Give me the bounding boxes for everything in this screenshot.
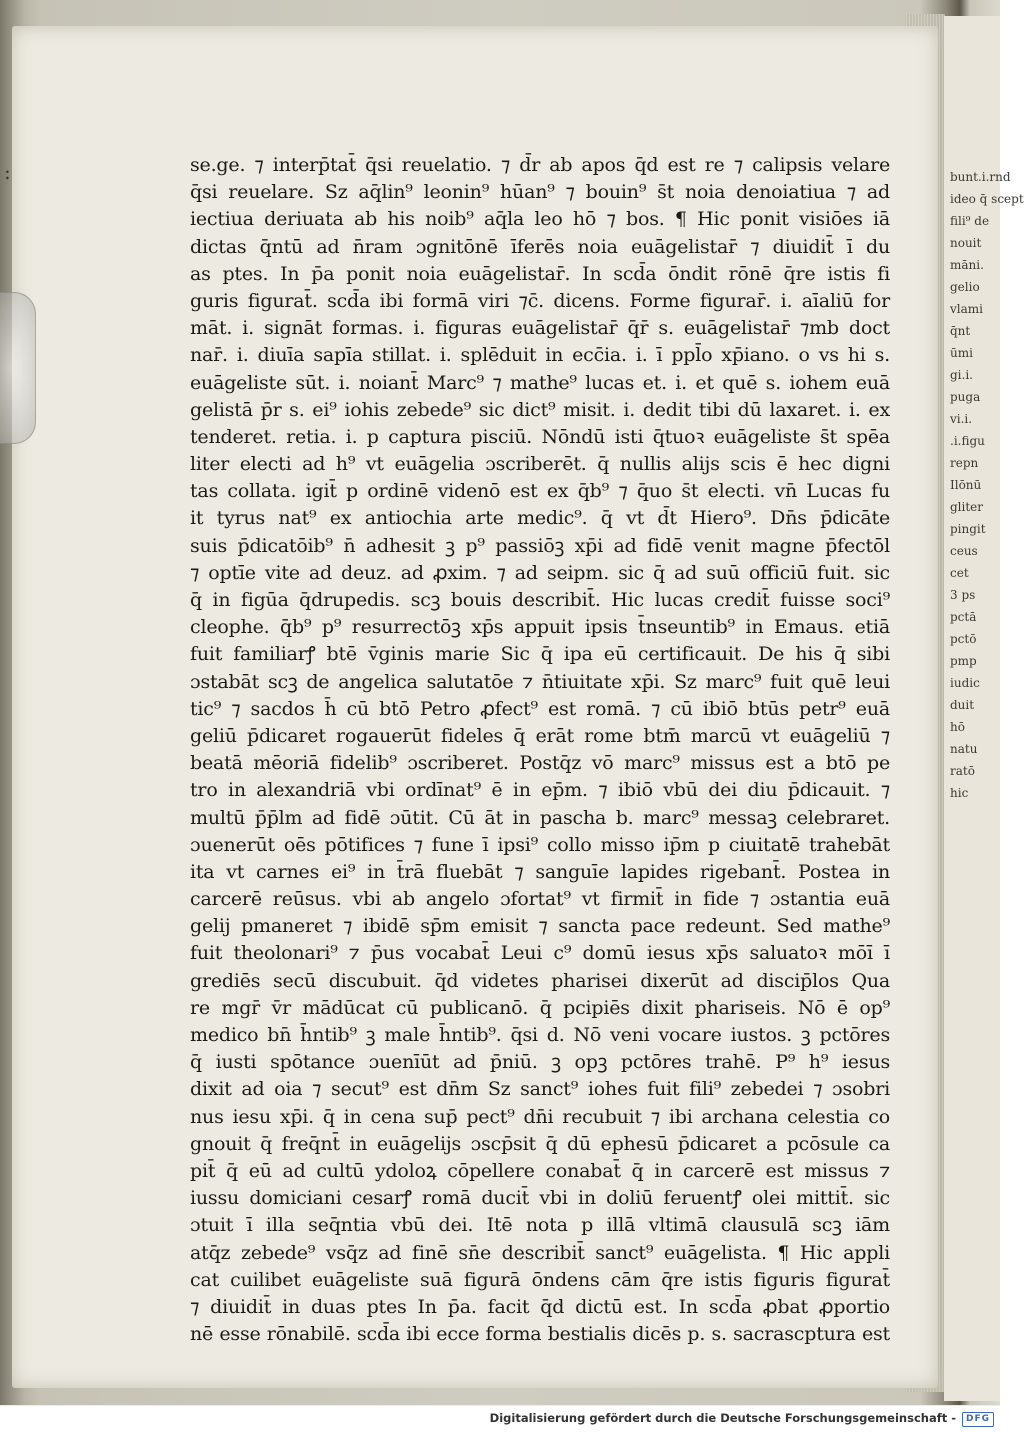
adjacent-page-line: q̄nt: [950, 324, 971, 338]
text-line: geliū p̄dicaret rogauerūt fideles q̄ erāt rome btm̄ marcū vt euāgeliū ⁊: [190, 724, 890, 747]
dfg-logo: DFG: [962, 1412, 994, 1427]
adjacent-page-line: nouit: [950, 236, 982, 250]
adjacent-page-line: ūmi: [950, 346, 973, 360]
text-line: tic⁹ ⁊ sacdos h̄ cū btō Petro ꝓfect⁹ est romā. ⁊ cū ibiō btūs petr⁹ euā: [190, 697, 890, 720]
adjacent-page-line: hic: [950, 786, 969, 800]
adjacent-page-line: ideo q̄ scept: [950, 192, 1024, 206]
adjacent-page-line: vi.i.: [950, 412, 973, 426]
text-line: pit̄ q̄ eū ad cultū ydoloꝝ cōpellere conabat̄ q̄ in carcerē est missus ⁊: [190, 1159, 890, 1182]
adjacent-page-line: māni.: [950, 258, 984, 272]
text-line: ɔstabāt scꝫ de angelica salutatōe ⁊ n̄tiuitate xp̄i. Sz marc⁹ fuit quē leui: [190, 670, 890, 693]
margin-mark: :: [4, 160, 11, 184]
adjacent-page-line: hō: [950, 720, 965, 734]
text-line: ⁊ optīe vite ad deuz. ad ꝓxim. ⁊ ad seipm. sic q̄ ad suū officiū fuit. sic: [190, 561, 890, 584]
adjacent-page-line: gelio: [950, 280, 980, 294]
text-line: guris figurat̄. scd̄a ibi formā viri ⁊c̄. dicens. Forme figurar̄. i. aīaliū for: [190, 289, 890, 312]
text-line: iussu domiciani cesarꝭ romā ducit̄ vbi in doliū feruentꝭ olei mittit̄. sic: [190, 1187, 890, 1210]
text-line: q̄ iusti spōtance ɔuenīūt ad p̄niū. ꝫ opꝫ pctōres trahē. P⁹ h⁹ iesus: [190, 1051, 890, 1074]
adjacent-page-line: cet: [950, 566, 969, 580]
adjacent-page-line: ratō: [950, 764, 975, 778]
text-line: q̄si reuelare. Sz aq̄lin⁹ leonin⁹ hūan⁹ ⁊ bouin⁹ s̄t noia denoiatiua ⁊ ad: [190, 181, 890, 204]
adjacent-page-line: puga: [950, 390, 981, 404]
text-line: grediēs secū discubuit. q̄d videtes pharisei dixerūt ad discip̄los Qua: [190, 969, 890, 992]
text-line: ɔuenerūt oēs pōtifices ⁊ fune ī ipsi⁹ collo misso ip̄m p ciuitatē trahebāt: [190, 833, 890, 856]
text-line: gelistā p̄r s. ei⁹ iohis zebede⁹ sic dict⁹ misit. i. dedit tibi dū laxaret. i. ex: [190, 398, 890, 421]
text-line: nē esse rōnabilē. scd̄a ibi ecce forma bestialis dicēs p. s. sacrascptura est: [190, 1323, 890, 1346]
text-line: iectiua deriuata ab his noib⁹ aq̄la leo hō ⁊ bos. ¶ Hic ponit visiōes iā: [190, 208, 890, 231]
text-line: tas collata. igit̄ p ordinē videnō est ex q̄b⁹ ⁊ q̄uo s̄t electi. vn̄ Lucas fu: [190, 480, 890, 503]
adjacent-page-fragments: [944, 16, 1024, 804]
text-line: ita vt carnes ei⁹ in t̄rā fluebāt ⁊ sanguīe lapides rigebant̄. Postea in: [190, 860, 890, 883]
adjacent-page-line: natu: [950, 742, 978, 756]
text-line: as ptes. In p̄a ponit noia euāgelistar̄. In scd̄a ōndit rōnē q̄re istis fi: [190, 262, 890, 285]
text-line: gnouit q̄ freq̄nt̄ in euāgelijs ɔscp̄sit q̄ dū ephesū p̄dicaret a pcōsule ca: [190, 1132, 890, 1155]
adjacent-page-line: vlami: [950, 302, 983, 316]
text-line: cleophe. q̄b⁹ p⁹ resurrectōꝫ xp̄s appuit ipsis t̄nseuntib⁹ in Emaus. etiā: [190, 616, 890, 639]
adjacent-page-line: fili⁹ de: [950, 214, 990, 228]
text-line: beatā mēoriā fidelib⁹ ɔscriberet. Postq̄z vō marc⁹ missus est a btō pe: [190, 752, 890, 775]
adjacent-page-line: gliter: [950, 500, 984, 514]
text-line: liter electi ad h⁹ vt euāgelia ɔscriberēt. q̄ nullis alijs scis ē hec digni: [190, 453, 890, 476]
adjacent-page-line: repn: [950, 456, 979, 470]
text-line: se.ge. ⁊ interp̄tat̄ q̄si reuelatio. ⁊ d̄r ab apos q̄d est re ⁊ calipsis velare: [190, 154, 890, 176]
text-line: tenderet. retia. i. p captura pisciū. Nōndū isti q̄tuoꝛ euāgeliste s̄t spēa: [190, 425, 890, 448]
text-line: suis p̄dicatōib⁹ n̄ adhesit ꝫ p⁹ passiōꝫ xp̄i ad fidē venit magne p̄fectōl: [190, 534, 890, 557]
text-line: ⁊ diuidit̄ in duas ptes In p̄a. facit q̄d dictū est. In scd̄a ꝓbat ꝓportio: [190, 1295, 890, 1318]
text-line: re mgr̄ v̄r mādūcat cū publicanō. q̄ pcipiēs dixit phariseis. Nō ē op⁹: [190, 996, 890, 1019]
text-line: ɔtuit ī illa seq̄ntia vbū dei. Itē nota p illā vltimā clausulā scꝫ iām: [190, 1214, 890, 1237]
text-line: q̄ in figūa q̄drupedis. scꝫ bouis describit̄. Hic lucas credit̄ fuisse soci⁹: [190, 589, 890, 611]
text-line: euāgeliste sūt. i. noiant̄ Marc⁹ ⁊ mathe⁹ lucas et. i. et quē s. iohem euā: [190, 371, 890, 394]
adjacent-page-line: pctā: [950, 610, 977, 624]
text-line: fuit theolonari⁹ ⁊ p̄us vocabat̄ Leui c⁹ domū iesus xp̄s saluatoꝛ mōī ī: [190, 942, 890, 965]
adjacent-page-line: duit: [950, 698, 975, 712]
adjacent-page-line: pingit: [950, 522, 986, 536]
footer-credit: Digitalisierung gefördert durch die Deutsche Forschungsgemeinschaft -: [489, 1411, 956, 1425]
adjacent-page: [944, 16, 1024, 1401]
text-line: multū p̄p̄lm ad fidē ɔūtit. Cū āt in pascha b. marc⁹ messaꝫ celebraret.: [190, 806, 890, 829]
text-line: nar̄. i. diuīa sapīa stillat. i. splēduit in ecc̄ia. i. ī ppl̄o xp̄iano. o vs hi s.: [190, 344, 890, 367]
text-line: dixit ad oia ⁊ secut⁹ est dn̄m Sz sanct⁹ iohes fuit fili⁹ zebedei ⁊ ɔsobri: [190, 1078, 890, 1101]
adjacent-page-line: gi.i.: [950, 368, 973, 382]
adjacent-page-line: iudic: [950, 676, 980, 690]
adjacent-page-line: pmp: [950, 654, 977, 668]
adjacent-page-line: .i.figu: [950, 434, 985, 448]
text-line: nus iesu xp̄i. q̄ in cena sup̄ pect⁹ dn̄i recubuit ⁊ ibi archana celestia co: [190, 1105, 890, 1128]
body-text: [190, 152, 890, 1348]
text-line: medico bn̄ h̄ntib⁹ ꝫ male h̄ntib⁹. q̄si d. Nō veni vocare iustos. ꝫ pctōres: [190, 1024, 890, 1046]
adjacent-page-line: bunt.i.rnd: [950, 170, 1011, 184]
text-line: dictas q̄ntū ad n̄ram ɔgnitōnē īferēs noia euāgelistar̄ ⁊ diuidit̄ ī du: [190, 235, 890, 258]
text-line: fuit familiarꝭ btē v̄ginis marie Sic q̄ ipa eū certificauit. De his q̄ sibi: [190, 643, 890, 666]
footer-bar: [0, 1405, 1000, 1432]
adjacent-page-line: 3 ps: [950, 588, 976, 602]
adjacent-page-line: ceus: [950, 544, 978, 558]
text-line: it tyrus nat⁹ ex antiochia arte medic⁹. q̄ vt d̄t Hiero⁹. Dn̄s p̄dicāte: [190, 507, 890, 530]
book-clip: [0, 292, 36, 444]
adjacent-page-line: Ilōnū: [950, 478, 982, 492]
text-line: tro in alexandriā vbi ordīnat⁹ ē in ep̄m. ⁊ ibiō vbū dei diu p̄dicauit. ⁊: [190, 779, 890, 802]
text-line: māt. i. signāt formas. i. figuras euāgelistar̄ q̄r̄ s. euāgelistar̄ ⁊mb doct: [190, 317, 890, 340]
text-line: gelij pmaneret ⁊ ibidē sp̄m emisit ⁊ sancta pace redeunt. Sed mathe⁹: [190, 915, 890, 938]
text-line: carcerē reūsus. vbi ab angelo ɔfortat⁹ vt firmit̄ in fide ⁊ ɔstantia euā: [190, 888, 890, 911]
text-line: cat cuilibet euāgeliste suā figurā ōndens cām q̄re istis figuris figurat̄: [190, 1268, 890, 1291]
text-line: atq̄z zebede⁹ vsq̄z ad finē sn̄e describit̄ sanct⁹ euāgelista. ¶ Hic appli: [190, 1241, 890, 1264]
adjacent-page-line: pctō: [950, 632, 977, 646]
